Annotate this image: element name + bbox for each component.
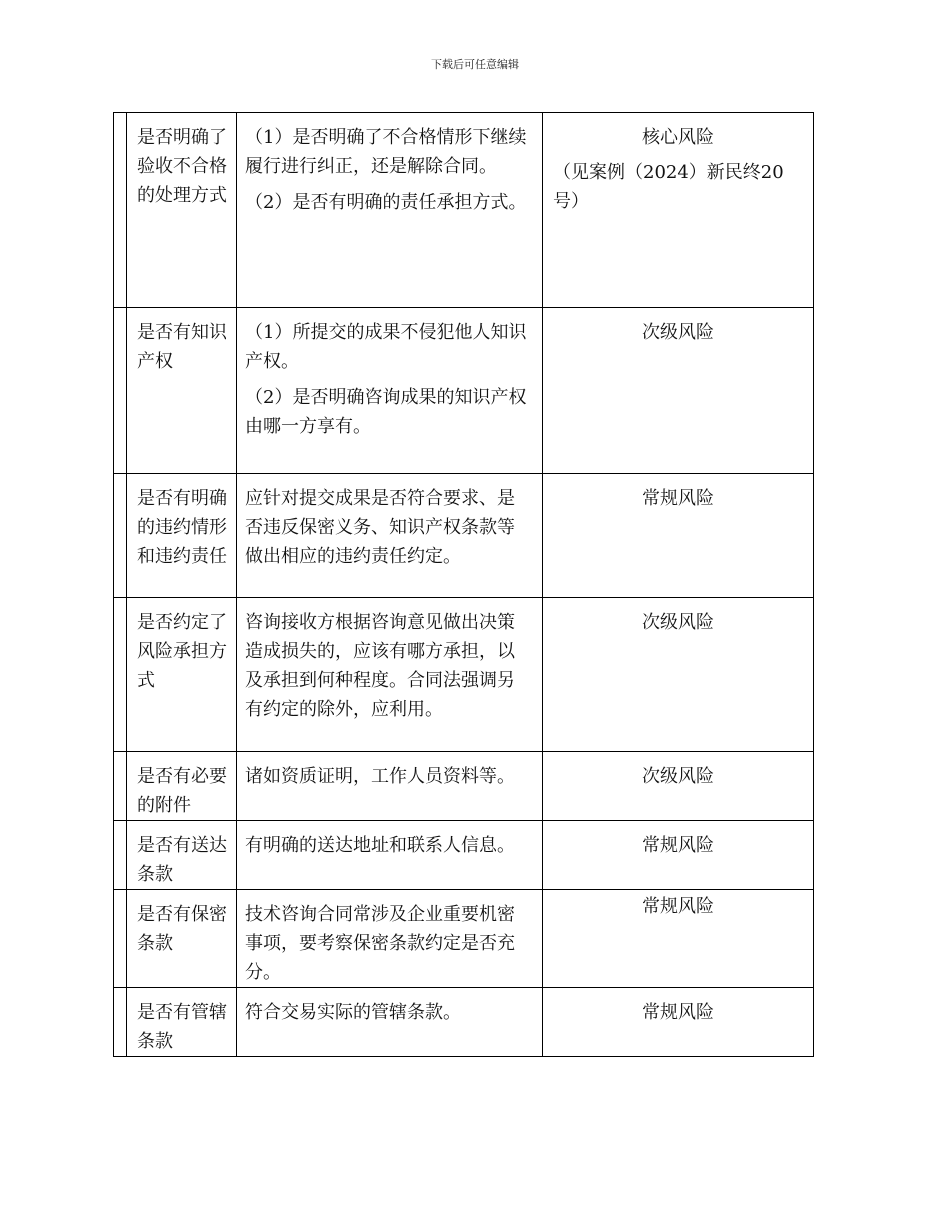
table-row: [114, 752, 814, 821]
review-item: 是否有管辖条款: [137, 1002, 227, 1052]
review-item-cell: [127, 598, 237, 752]
review-item: 是否有知识产权: [137, 322, 227, 372]
margin-cell: [114, 752, 127, 821]
table-row: [114, 890, 814, 988]
review-item: 是否有送达条款: [137, 835, 227, 885]
requirement-cell: [237, 821, 543, 890]
risk-level-cell: [543, 598, 814, 752]
risk-level: 次级风险: [642, 612, 714, 633]
table-row: [114, 988, 814, 1057]
risk-level: 常规风险: [642, 1002, 714, 1023]
review-item-cell: [127, 474, 237, 598]
risk-level-cell: [543, 752, 814, 821]
review-item: 是否有明确的违约情形和违约责任: [137, 488, 227, 567]
risk-level-cell: [543, 988, 814, 1057]
review-item-cell: [127, 988, 237, 1057]
requirement-cell: [237, 988, 543, 1057]
review-item-cell: [127, 752, 237, 821]
requirement-cell: [237, 113, 543, 308]
requirement-text: （1）是否明确了不合格情形下继续履行进行纠正，还是解除合同。: [245, 127, 527, 177]
table-row: [114, 308, 814, 474]
requirement-cell: [237, 890, 543, 988]
table-row: [114, 474, 814, 598]
requirement-text: 技术咨询合同常涉及企业重要机密事项，要考察保密条款约定是否充分。: [245, 904, 515, 983]
risk-level-cell: [543, 821, 814, 890]
risk-level-cell: [543, 308, 814, 474]
risk-level-cell: [543, 113, 814, 308]
margin-cell: [114, 988, 127, 1057]
risk-level-cell: [543, 890, 814, 988]
risk-level-cell: [543, 474, 814, 598]
review-item: 是否明确了验收不合格的处理方式: [137, 127, 227, 206]
risk-level: 次级风险: [642, 766, 714, 787]
case-reference: （见案例（2024）新民终20号）: [553, 162, 784, 212]
risk-level: 常规风险: [642, 488, 714, 509]
margin-cell: [114, 598, 127, 752]
review-item: 是否有必要的附件: [137, 766, 227, 816]
table-row: [114, 598, 814, 752]
review-item: 是否有保密条款: [137, 904, 227, 954]
review-item-cell: [127, 890, 237, 988]
risk-review-table: [113, 112, 814, 1057]
risk-level: 常规风险: [642, 835, 714, 856]
page-header-note: 下载后可任意编辑: [431, 58, 519, 71]
requirement-cell: [237, 598, 543, 752]
requirement-cell: [237, 752, 543, 821]
requirement-text: 咨询接收方根据咨询意见做出决策造成损失的，应该有哪方承担，以及承担到何种程度。合同法强调另有约定的除外，应利用。: [245, 612, 515, 720]
margin-cell: [114, 890, 127, 988]
requirement-cell: [237, 308, 543, 474]
requirement-text: （2）是否明确咨询成果的知识产权由哪一方享有。: [245, 387, 527, 437]
table-row: [114, 113, 814, 308]
margin-cell: [114, 308, 127, 474]
risk-level: 核心风险: [642, 127, 714, 148]
requirement-text: 符合交易实际的管辖条款。: [245, 1002, 461, 1023]
margin-cell: [114, 821, 127, 890]
requirement-cell: [237, 474, 543, 598]
requirement-text: （1）所提交的成果不侵犯他人知识产权。: [245, 322, 527, 372]
review-item-cell: [127, 308, 237, 474]
margin-cell: [114, 113, 127, 308]
table-row: [114, 821, 814, 890]
margin-cell: [114, 474, 127, 598]
requirement-text: 应针对提交成果是否符合要求、是否违反保密义务、知识产权条款等做出相应的违约责任约定。: [245, 488, 515, 567]
requirement-text: 诸如资质证明，工作人员资料等。: [245, 766, 515, 787]
risk-level: 次级风险: [642, 322, 714, 343]
requirement-text: （2）是否有明确的责任承担方式。: [245, 192, 527, 213]
requirement-text: 有明确的送达地址和联系人信息。: [245, 835, 515, 856]
review-item-cell: [127, 821, 237, 890]
review-item: 是否约定了风险承担方式: [137, 612, 227, 691]
review-item-cell: [127, 113, 237, 308]
risk-level: 常规风险: [642, 896, 714, 917]
